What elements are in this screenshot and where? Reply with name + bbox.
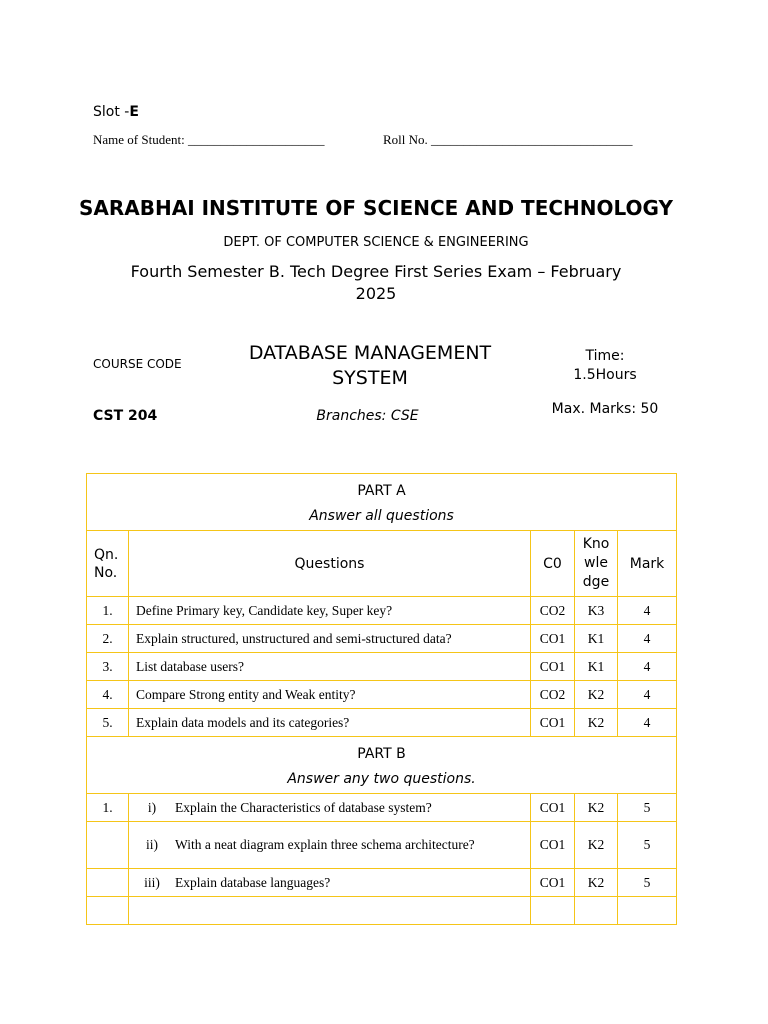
empty-cell [531,897,575,925]
knowledge-level: K2 [575,681,618,709]
course-code: CST 204 [93,408,158,424]
question-cell [129,794,531,822]
sub-question-number: i) [147,799,157,815]
part-a-title: PART A [357,482,406,499]
course-outcome: CO1 [531,653,575,681]
question-number: 5. [87,709,129,737]
course-outcome: CO1 [531,709,575,737]
student-name-line: Name of Student: _____________________ [93,132,325,147]
question-number: 2. [87,625,129,653]
table-row [87,794,677,822]
question-text: Explain structured, unstructured and semi-structured data? [129,625,531,653]
question-number: 1. [87,597,129,625]
question-mark: 4 [618,709,677,737]
knowledge-level: K2 [575,869,618,897]
question-text: With a neat diagram explain three schema architecture? [175,837,475,852]
question-text: List database users? [129,653,531,681]
max-marks: Max. Marks: 50 [551,401,659,417]
question-text: Explain data models and its categories? [129,709,531,737]
course-outcome: CO2 [531,681,575,709]
question-table [86,473,677,925]
knowledge-level: K3 [575,597,618,625]
slot-value: E [129,104,139,120]
table-row [87,709,677,737]
table-row [87,869,677,897]
roll-number-line: Roll No. _______________________________ [383,132,633,147]
empty-cell [575,897,618,925]
knowledge-level: K2 [575,709,618,737]
knowledge-level: K1 [575,625,618,653]
question-number: 3. [87,653,129,681]
branches: Branches: CSE [316,408,419,424]
question-mark: 4 [618,653,677,681]
question-cell [129,822,531,869]
course-outcome: CO1 [531,625,575,653]
question-number: 4. [87,681,129,709]
question-text: Explain the Characteristics of database system? [175,799,432,815]
question-text: Explain database languages? [175,874,331,890]
col-header-knowledge: Kno wle dge [575,531,618,597]
part-b-instruction: Answer any two questions. [287,770,476,787]
empty-row [87,897,677,925]
col-header-questions: Questions [129,531,531,597]
table-row [87,822,677,869]
question-mark: 4 [618,597,677,625]
question-mark: 4 [618,625,677,653]
table-row [87,597,677,625]
col-header-co: C0 [531,531,575,597]
exam-title: Fourth Semester B. Tech Degree First Series Exam – February 2025 [130,262,622,303]
question-mark: 5 [618,869,677,897]
slot-line [93,104,139,120]
sub-question-number: iii) [144,874,160,890]
knowledge-level: K1 [575,653,618,681]
question-mark: 5 [618,822,677,869]
department-name: DEPT. OF COMPUTER SCIENCE & ENGINEERING [223,235,529,250]
knowledge-level: K2 [575,822,618,869]
slot-prefix: Slot - [93,104,130,120]
question-number [87,822,129,869]
part-a-header-row [87,474,677,531]
empty-cell [618,897,677,925]
col-header-qn: Qn. No. [87,531,129,597]
course-outcome: CO1 [531,794,575,822]
part-b-header-row [87,737,677,794]
question-number: 1. [87,794,129,822]
course-outcome: CO2 [531,597,575,625]
course-outcome: CO1 [531,822,575,869]
course-outcome: CO1 [531,869,575,897]
knowledge-level: K2 [575,794,618,822]
empty-cell [129,897,531,925]
part-a-header [87,474,677,531]
course-code-label: COURSE CODE [93,357,182,371]
question-mark: 4 [618,681,677,709]
question-mark: 5 [618,794,677,822]
table-row [87,653,677,681]
empty-cell [87,897,129,925]
part-b-title: PART B [357,745,406,762]
column-header-row [87,531,677,597]
sub-question-number: ii) [146,837,158,852]
question-cell [129,869,531,897]
part-a-instruction: Answer all questions [309,507,454,524]
part-b-header [87,737,677,794]
question-text: Compare Strong entity and Weak entity? [129,681,531,709]
question-text: Define Primary key, Candidate key, Super key? [129,597,531,625]
course-title: DATABASE MANAGEMENT SYSTEM [248,342,492,389]
table-row [87,625,677,653]
question-number [87,869,129,897]
institution-title: SARABHAI INSTITUTE OF SCIENCE AND TECHNOLOGY [78,196,674,220]
col-header-mark: Mark [618,531,677,597]
exam-time: Time: 1.5Hours [573,348,637,383]
table-row [87,681,677,709]
